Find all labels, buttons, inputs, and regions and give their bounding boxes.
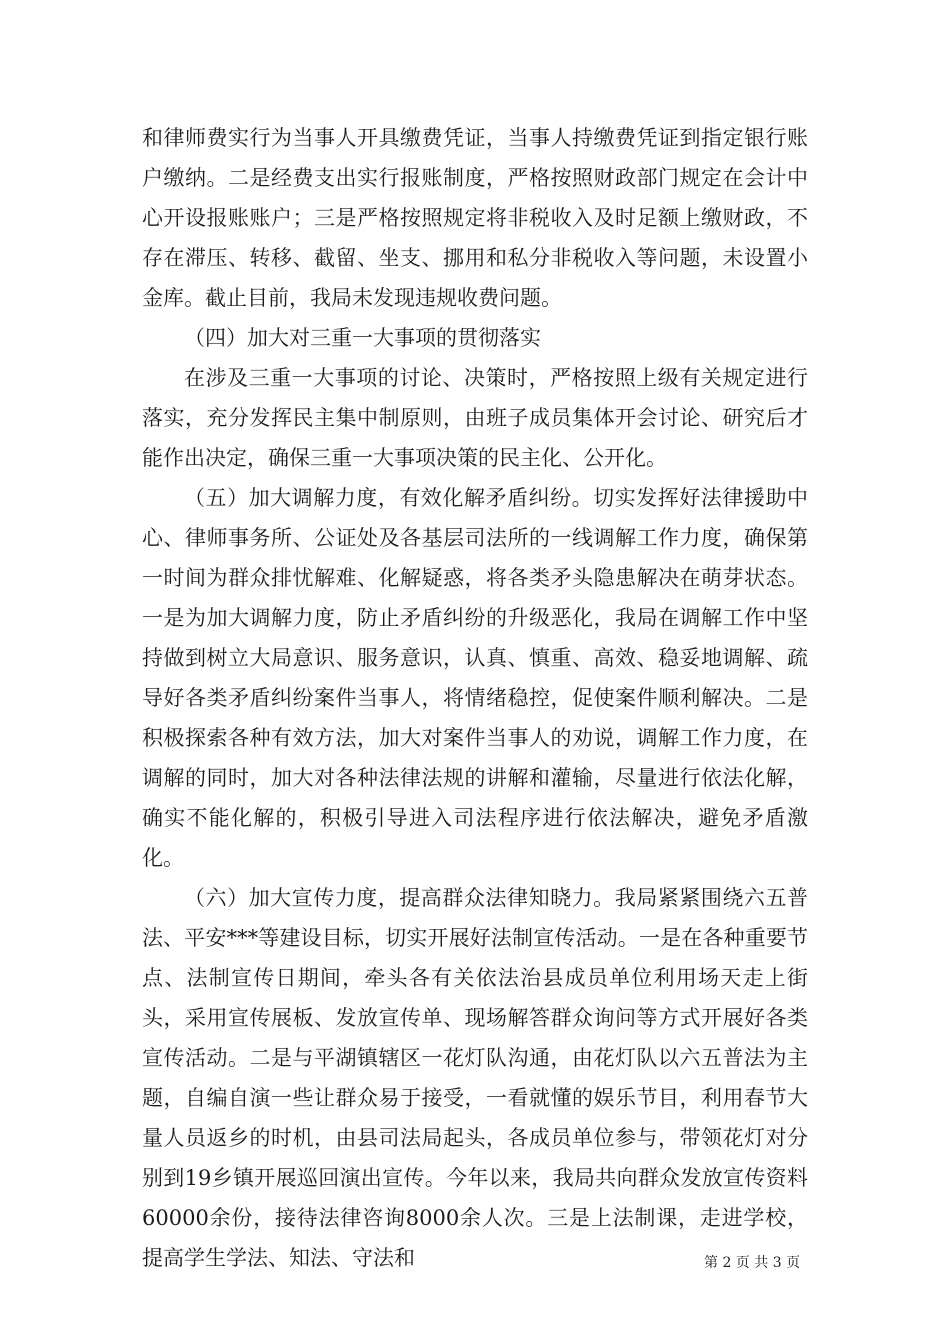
paragraph-legal-publicity: （六）加大宣传力度，提高群众法律知晓力。我局紧紧围绕六五普法、平安***等建设目标，切实开展好法制宣传活动。一是在各种重要节点、法制宣传日期间，牵头各有关依法治县成员单位利用场天走上街头，采用宣传展板、发放宣传单、现场解答群众询问等方式开展好各类宣传活动。二是与平湖镇辖区一花灯队沟通，由花灯队以六五普法为主题，自编自演一些让群众易于接受，一看就懂的娱乐节目，利用春节大量人员返乡的时机，由县司法局起头，各成员单位参与，带领花灯对分别到19乡镇开展巡回演出宣传。今年以来，我局共向群众发放宣传资料60000余份，接待法律咨询8000余人次。三是上法制课，走进学校，提高学生学法、知法、守法和 [142,886,808,1270]
paragraph-mediation: （五）加大调解力度，有效化解矛盾纠纷。切实发挥好法律援助中心、律师事务所、公证处及各基层司法所的一线调解工作力度，确保第一时间为群众排忧解难、化解疑惑，将各类矛头隐患解决在萌芽状态。一是为加大调解力度，防止矛盾纠纷的升级恶化，我局在调解工作中坚持做到树立大局意识、服务意识，认真、慎重、高效、稳妥地调解、疏导好各类矛盾纠纷案件当事人，将情绪稳控，促使案件顺利解决。二是积极探索各种有效方法，加大对案件当事人的劝说，调解工作力度，在调解的同时，加大对各种法律法规的讲解和灌输，尽量进行依法化解，确实不能化解的，积极引导进入司法程序进行依法解决，避免矛盾激化。 [142,486,808,870]
document-body [142,118,808,1278]
heading-section-four: （四）加大对三重一大事项的贯彻落实 [184,326,541,350]
paragraph-major-decisions: 在涉及三重一大事项的讨论、决策时，严格按照上级有关规定进行落实，充分发挥民主集中制原则，由班子成员集体开会讨论、研究后才能作出决定，确保三重一大事项决策的民主化、公开化。 [142,366,808,470]
page-number-footer: 第 2 页 共 3 页 [704,1255,801,1271]
paragraph-fee-management: 和律师费实行为当事人开具缴费凭证，当事人持缴费凭证到指定银行账户缴纳。二是经费支出实行报账制度，严格按照财政部门规定在会计中心开设报账账户；三是严格按照规定将非税收入及时足额上缴财政，不存在滞压、转移、截留、坐支、挪用和私分非税收入等问题，未设置小金库。截止目前，我局未发现违规收费问题。 [142,126,808,310]
